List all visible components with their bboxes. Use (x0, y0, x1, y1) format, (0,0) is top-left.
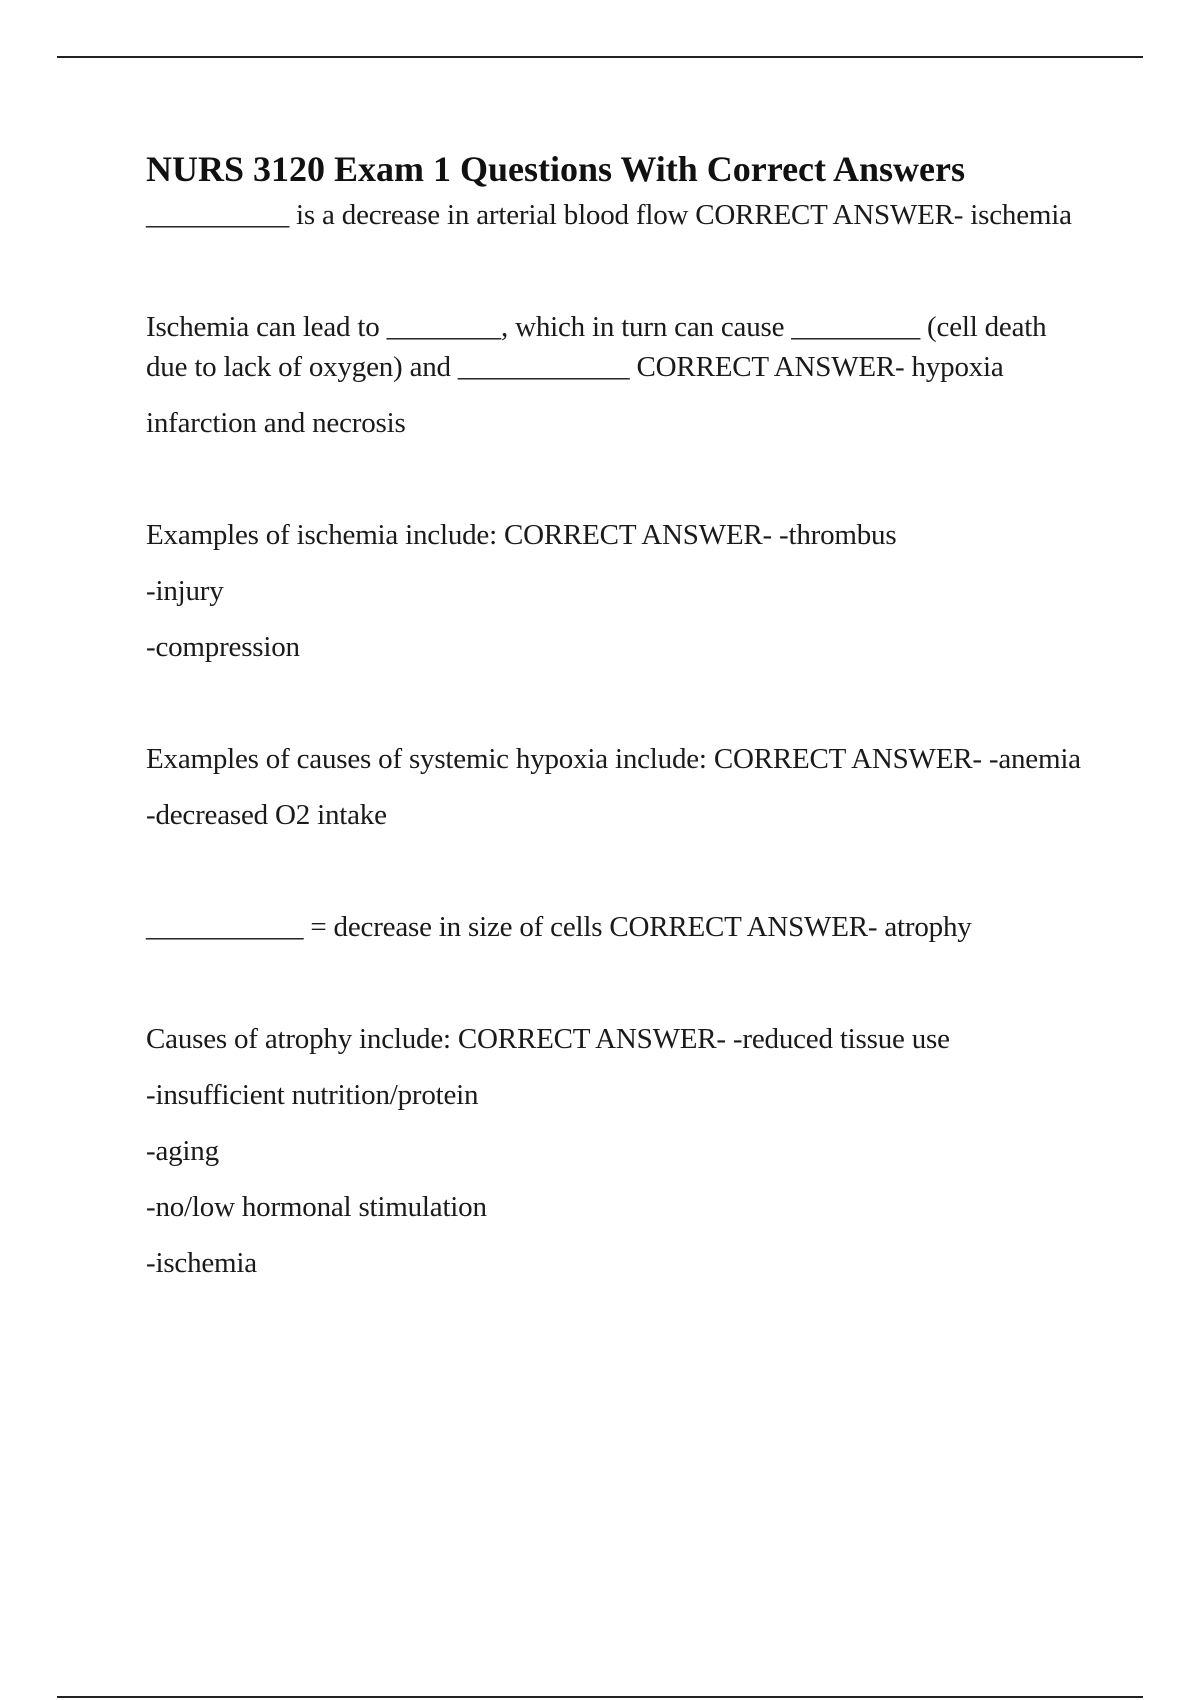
qa-item (146, 739, 1091, 835)
answer-line: -aging (146, 1135, 219, 1167)
spacer (146, 667, 1091, 739)
qa-item (146, 907, 1091, 947)
spacer (146, 443, 1091, 515)
question-text: Examples of causes of systemic hypoxia include: CORRECT ANSWER- -anemia (146, 743, 1081, 775)
spacer (146, 947, 1091, 1019)
document-body (146, 145, 1091, 1283)
answer-line: -compression (146, 631, 300, 663)
question-text: __________ is a decrease in arterial blood flow CORRECT ANSWER- ischemia (146, 199, 1072, 231)
answer-line: -injury (146, 575, 224, 607)
spacer (146, 835, 1091, 907)
question-text: Causes of atrophy include: CORRECT ANSWER- -reduced tissue use (146, 1023, 950, 1055)
spacer (146, 235, 1091, 307)
page-footer-rule (57, 1696, 1143, 1698)
answer-line: infarction and necrosis (146, 407, 406, 439)
question-text: Examples of ischemia include: CORRECT ANSWER- -thrombus (146, 519, 897, 551)
page-header-rule (57, 56, 1143, 58)
question-text: Ischemia can lead to ________, which in turn can cause _________ (cell death due to lack of oxygen) and ____________ CORRECT ANSWER- hypoxia (146, 311, 1047, 383)
page-title: NURS 3120 Exam 1 Questions With Correct Answers (146, 149, 966, 189)
answer-line: -insufficient nutrition/protein (146, 1079, 479, 1111)
answer-line: -no/low hormonal stimulation (146, 1191, 487, 1223)
qa-item (146, 1019, 1091, 1283)
qa-item (146, 195, 1091, 235)
qa-item (146, 307, 1091, 443)
answer-line: -decreased O2 intake (146, 799, 387, 831)
question-text: ___________ = decrease in size of cells CORRECT ANSWER- atrophy (146, 911, 972, 943)
qa-item (146, 515, 1091, 667)
answer-line: -ischemia (146, 1247, 257, 1279)
